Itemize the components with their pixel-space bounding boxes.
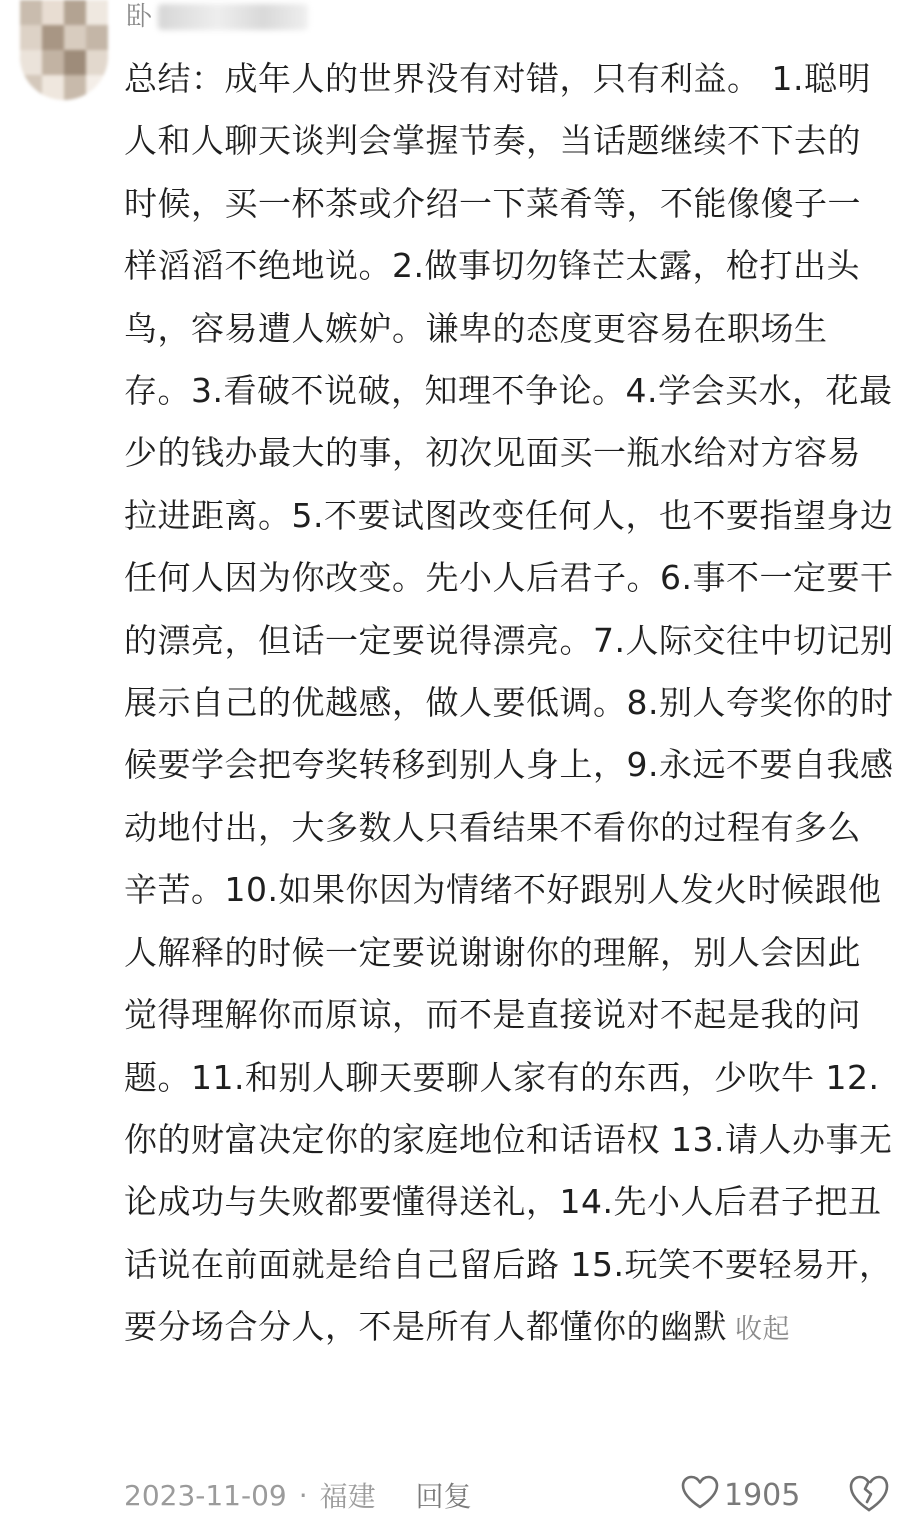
collapse-button[interactable]: 收起 <box>735 1314 790 1346</box>
comment-date: 2023-11-09 <box>124 1478 287 1512</box>
like-count: 1905 <box>724 1477 801 1513</box>
username-row[interactable] <box>126 0 308 34</box>
comment-text: 总结：成年人的世界没有对错，只有利益。 1.聪明人和人聊天谈判会掌握节奏，当话题继续不下去的时候，买一杯茶或介绍一下菜肴等，不能像傻子一样滔滔不绝地说。2.做事切勿锋芒太露，枪打出头鸟，容易遭人嫉妒。谦卑的态度更容易在职场生存。3.看破不说破，知理不争论。4.学会买水，花最少的钱办最大的事，初次见面买一瓶水给对方容易拉进距离。5.不要试图改变任何人，也不要指望身边任何人因为你改变。先小人后君子。6.事不一定要干的漂亮，但话一定要说得漂亮。7.人际交往中切记别展示自己的优越感，做人要低调。8.别人夸奖你的时候要学会把夸奖转移到别人身上，9.永远不要自我感动地付出，大多数人只看结果不看你的过程有多么辛苦。10.如果你因为情绪不好跟别人发火时候跟他人解释的时候一定要说谢谢你的理解，别人会因此觉得理解你而原谅，而不是直接说对不起是我的问题。11.和别人聊天要聊人家有的东西，少吹牛 12.你的财富决定你的家庭地位和话语权 13.请人办事无论成功与失败都要懂得送礼，14.先小人后君子把丑话说在前面就是给自己留后路 15.玩笑不要轻易开，要分场合分人，不是所有人都懂你的幽默 <box>124 59 894 1347</box>
dislike-button[interactable] <box>848 1472 894 1518</box>
meta-separator: · <box>298 1478 308 1512</box>
like-button[interactable] <box>680 1472 800 1518</box>
comment-body <box>124 48 894 1362</box>
broken-heart-icon <box>848 1501 890 1520</box>
avatar[interactable] <box>20 0 108 100</box>
heart-icon <box>680 1473 720 1517</box>
comment-location: 福建 <box>319 1480 376 1513</box>
username[interactable]: 卧 <box>126 2 153 32</box>
username-blurred <box>158 4 308 30</box>
reply-button[interactable]: 回复 <box>415 1480 472 1513</box>
